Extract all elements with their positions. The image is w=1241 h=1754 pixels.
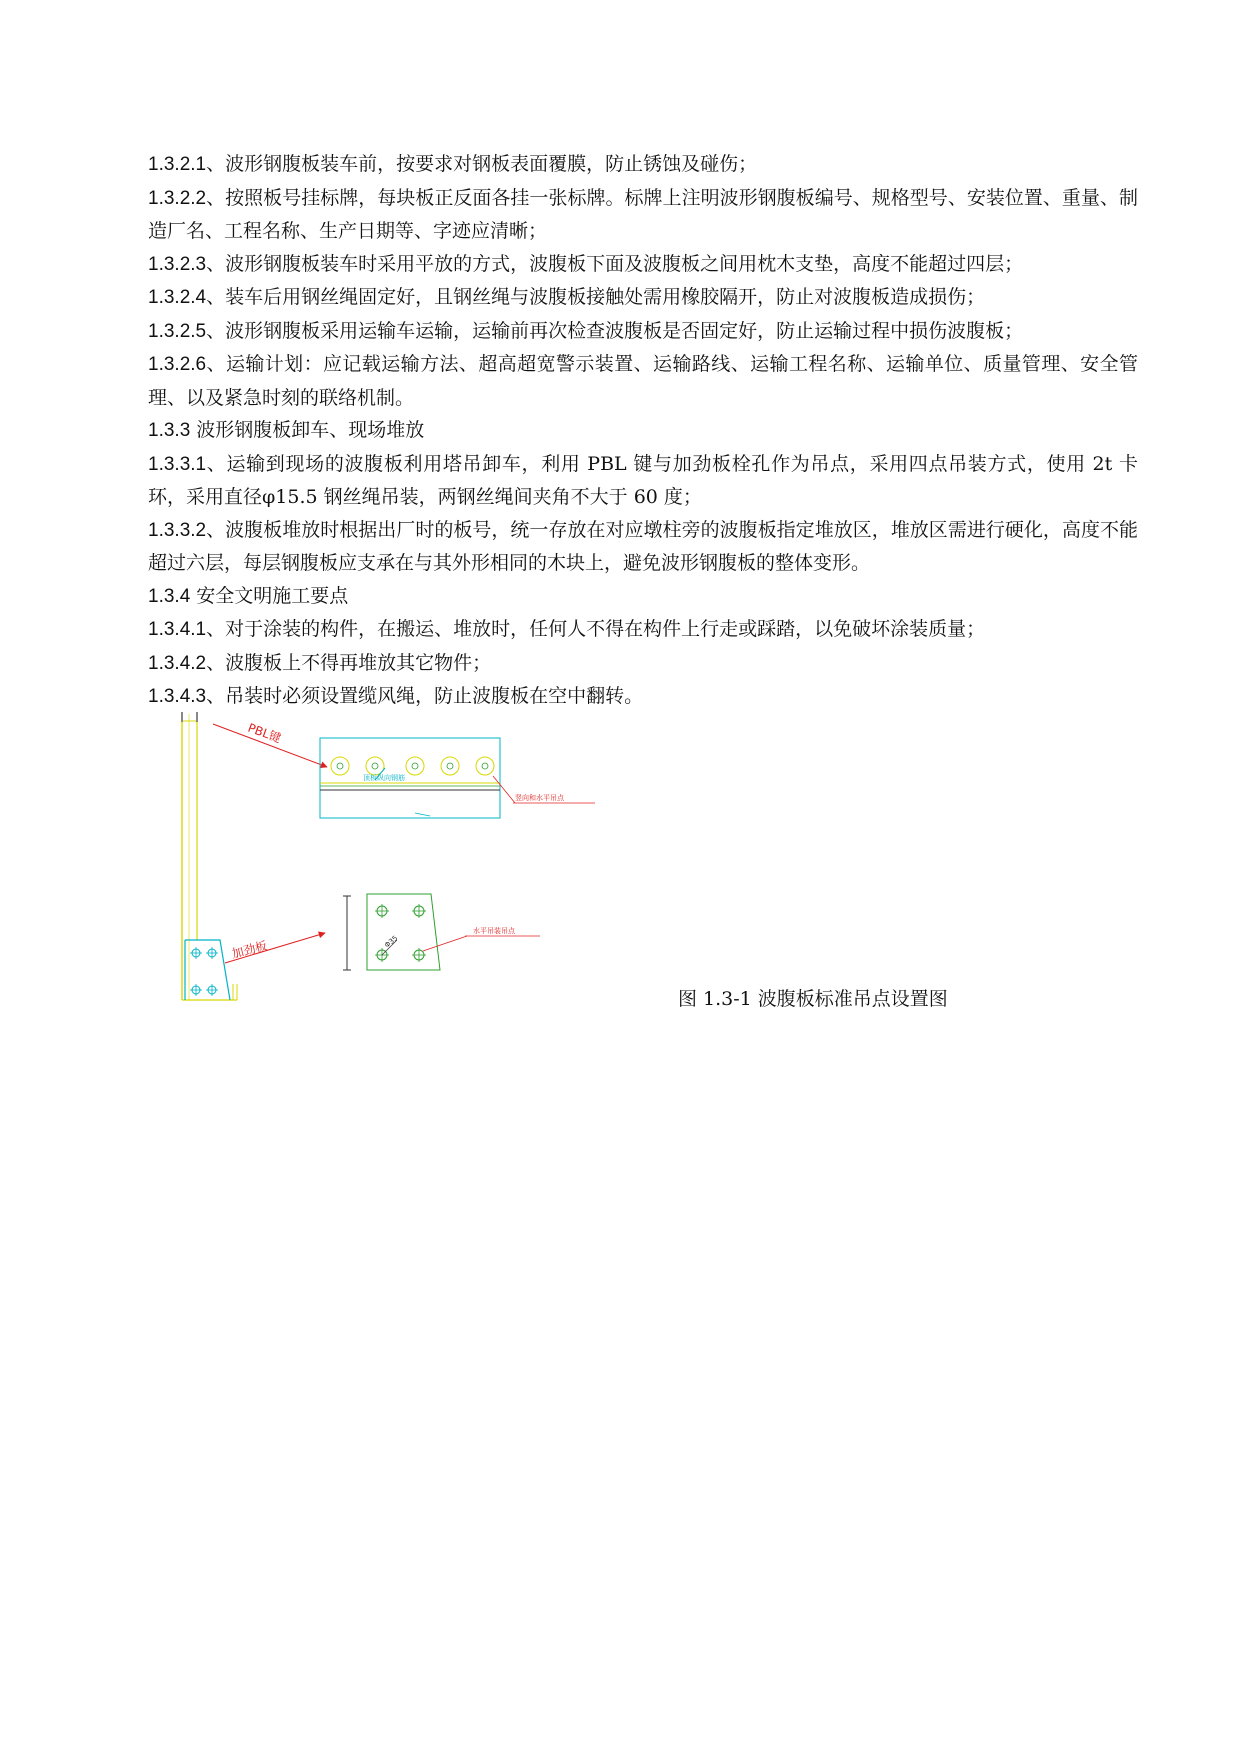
stiffener-detail <box>343 894 540 970</box>
bolt-hole-icon <box>190 947 202 959</box>
vertical-horizontal-point-label: 竖向和水平吊点 <box>515 794 564 802</box>
clause-number: 1.3.2.5 <box>148 320 207 342</box>
web-plate-elevation <box>182 712 237 1000</box>
bolt-hole-icon <box>412 948 426 962</box>
bolt-hole-icon <box>206 984 218 996</box>
hole-dimension-label: Φ35 <box>383 934 400 950</box>
lifting-point-drawing <box>175 708 875 1008</box>
clause-text: 、运输到现场的波腹板利用塔吊卸车，利用 PBL 键与加劲板栓孔作为吊点，采用四点吊装方式，使用 2t 卡环，采用直径φ15.5 钢丝绳吊装，两钢丝绳间夹角不大于 60 度； <box>148 452 1138 508</box>
clause-number: 1.3.2.3 <box>148 253 207 275</box>
horizontal-point-label: 水平吊装吊点 <box>473 927 515 935</box>
clause-number: 1.3.2.1 <box>148 154 207 175</box>
clause-text: 、吊装时必须设置缆风绳，防止波腹板在空中翻转。 <box>206 685 644 707</box>
paragraph-1-3-2-3 <box>148 248 1138 282</box>
bolt-hole-icon <box>190 984 202 996</box>
clause-text: 、对于涂装的构件，在搬运、堆放时，任何人不得在构件上行走或踩踏，以免破坏涂装质量； <box>206 618 986 640</box>
clause-text: 、按照板号挂标牌，每块板正反面各挂一张标牌。标牌上注明波形钢腹板编号、规格型号、安装位置、重量、制造厂名、工程名称、生产日期等、字迹应清晰； <box>148 186 1138 242</box>
section-heading-1-3-3 <box>148 414 1138 448</box>
pbl-label: PBL键 <box>245 720 283 746</box>
paragraph-1-3-4-1 <box>148 613 1138 647</box>
paragraph-1-3-4-2 <box>148 647 1138 681</box>
clause-text: 、波腹板堆放时根据出厂时的板号，统一存放在对应墩柱旁的波腹板指定堆放区，堆放区需进行硬化，高度不能超过六层，每层钢腹板应支承在与其外形相同的木块上，避免波形钢腹板的整体变形。 <box>148 518 1138 574</box>
stiffener-elevation <box>185 940 237 1000</box>
clause-text: 、运输计划：应记载运输方法、超高超宽警示装置、运输路线、运输工程名称、运输单位、质量管理、安全管理、以及紧急时刻的联络机制。 <box>148 353 1138 409</box>
paragraph-1-3-2-2 <box>148 182 1138 248</box>
paragraph-1-3-2-5 <box>148 315 1138 349</box>
clause-number: 1.3.2.4 <box>148 287 207 308</box>
stiffener-callout <box>225 933 325 963</box>
section-title: 安全文明施工要点 <box>190 584 349 607</box>
clause-number: 1.3.3.2 <box>148 519 207 541</box>
section-title: 波形钢腹板卸车、现场堆放 <box>190 419 425 441</box>
document-body <box>148 148 1138 714</box>
section-number: 1.3.4 <box>148 585 191 607</box>
paragraph-1-3-2-1 <box>148 148 1138 182</box>
paragraph-1-3-3-2 <box>148 514 1138 580</box>
paragraph-1-3-2-6 <box>148 348 1138 414</box>
pbl-detail-note: 顶板纵向钢筋 <box>363 774 405 782</box>
stiffener-label: 加劲板 <box>230 938 269 961</box>
figure-caption: 图 1.3-1 波腹板标准吊点设置图 <box>678 988 948 1010</box>
paragraph-1-3-3-1 <box>148 448 1138 514</box>
bolt-hole-icon <box>412 904 426 918</box>
clause-number: 1.3.4.3 <box>148 686 207 707</box>
clause-text: 、波形钢腹板采用运输车运输，运输前再次检查波腹板是否固定好，防止运输过程中损伤波腹板； <box>206 319 1024 342</box>
section-number: 1.3.3 <box>148 420 191 441</box>
clause-number: 1.3.2.2 <box>148 187 207 209</box>
clause-number: 1.3.4.2 <box>148 652 207 674</box>
section-heading-1-3-4 <box>148 580 1138 614</box>
bolt-hole-icon <box>206 947 218 959</box>
clause-text: 、装车后用钢丝绳固定好，且钢丝绳与波腹板接触处需用橡胶隔开，防止对波腹板造成损伤； <box>206 286 986 308</box>
cad-drawing <box>175 708 875 1008</box>
pbl-callout <box>213 720 327 767</box>
clause-number: 1.3.4.1 <box>148 619 207 640</box>
clause-text: 、波腹板上不得再堆放其它物件； <box>206 651 492 674</box>
clause-text: 、波形钢腹板装车时采用平放的方式，波腹板下面及波腹板之间用枕木支垫，高度不能超过四层； <box>206 252 1024 275</box>
paragraph-1-3-2-4 <box>148 281 1138 315</box>
clause-number: 1.3.2.6 <box>148 354 207 375</box>
pbl-holes <box>331 757 494 775</box>
clause-text: 、波形钢腹板装车前，按要求对钢板表面覆膜，防止锈蚀及碰伤； <box>206 153 758 175</box>
pbl-detail <box>320 738 595 818</box>
clause-number: 1.3.3.1 <box>148 453 207 475</box>
bolt-hole-icon <box>375 904 389 918</box>
